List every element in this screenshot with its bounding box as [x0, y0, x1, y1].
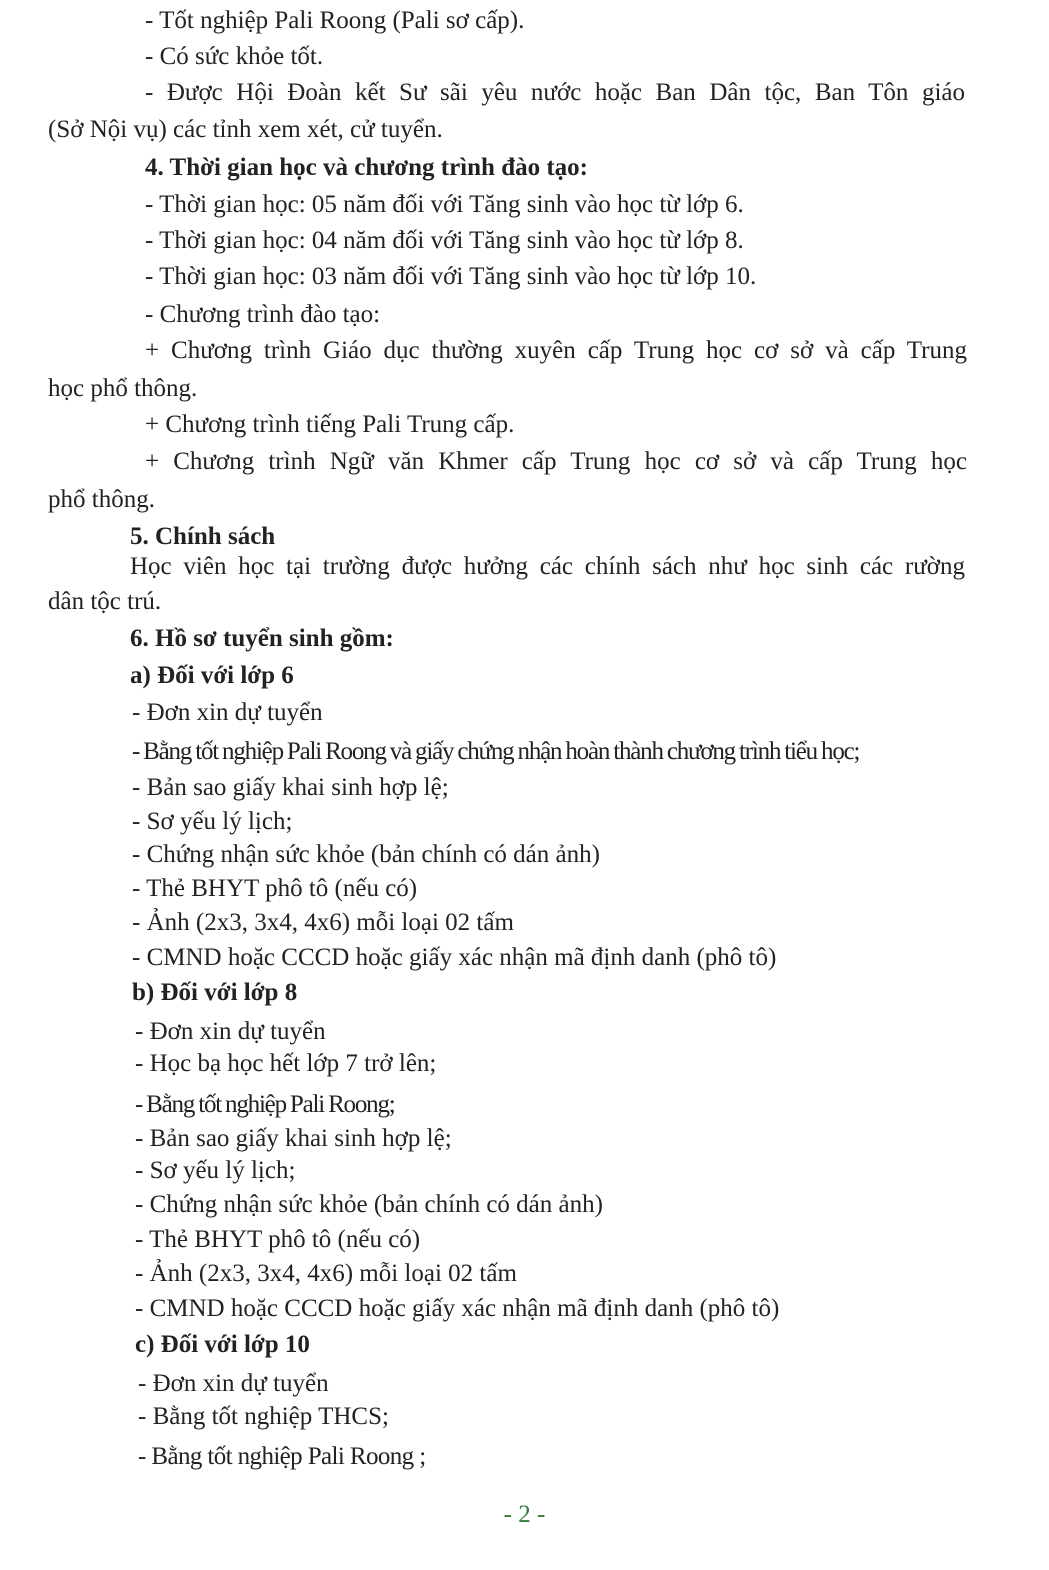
document-item: - Bản sao giấy khai sinh hợp lệ;: [132, 774, 449, 801]
subheading-grade-10: c) Đối với lớp 10: [135, 1331, 310, 1358]
document-item: - Bằng tốt nghiệp Pali Roong và giấy chứng nhận hoàn thành chương trình tiểu học;: [132, 738, 860, 765]
program-subitem: + Chương trình Ngữ văn Khmer cấp Trung học cơ sở và cấp Trung học: [145, 448, 967, 475]
section-heading-study-time: 4. Thời gian học và chương trình đào tạo:: [145, 154, 588, 181]
policy-text-continuation: dân tộc trú.: [48, 588, 162, 615]
document-item: - Chứng nhận sức khỏe (bản chính có dán ảnh): [132, 841, 600, 868]
document-item: - Ảnh (2x3, 3x4, 4x6) mỗi loại 02 tấm: [135, 1260, 517, 1287]
document-item: - CMND hoặc CCCD hoặc giấy xác nhận mã định danh (phô tô): [132, 944, 777, 971]
program-subitem: + Chương trình Giáo dục thường xuyên cấp Trung học cơ sở và cấp Trung: [145, 337, 967, 364]
requirement-item: - Được Hội Đoàn kết Sư sãi yêu nước hoặc Ban Dân tộc, Ban Tôn giáo: [145, 79, 965, 106]
policy-text: Học viên học tại trường được hưởng các chính sách như học sinh các rường: [130, 553, 965, 580]
program-subitem: + Chương trình tiếng Pali Trung cấp.: [145, 411, 515, 438]
study-time-item: - Thời gian học: 05 năm đối với Tăng sinh vào học từ lớp 6.: [145, 191, 744, 218]
program-item: - Chương trình đào tạo:: [145, 301, 381, 328]
document-item: - Bằng tốt nghiệp Pali Roong ;: [138, 1443, 426, 1470]
document-item: - Bản sao giấy khai sinh hợp lệ;: [135, 1125, 452, 1152]
document-item: - Sơ yếu lý lịch;: [135, 1157, 296, 1184]
document-item: - Thẻ BHYT phô tô (nếu có): [135, 1226, 421, 1253]
document-item: - Bằng tốt nghiệp THCS;: [138, 1403, 389, 1430]
document-item: - Chứng nhận sức khỏe (bản chính có dán ảnh): [135, 1191, 603, 1218]
subheading-grade-6: a) Đối với lớp 6: [130, 662, 294, 689]
program-subitem-continuation: phổ thông.: [48, 486, 155, 513]
study-time-item: - Thời gian học: 04 năm đối với Tăng sinh vào học từ lớp 8.: [145, 227, 744, 254]
document-item: - Ảnh (2x3, 3x4, 4x6) mỗi loại 02 tấm: [132, 909, 514, 936]
document-item: - Sơ yếu lý lịch;: [132, 808, 293, 835]
requirement-item: - Có sức khỏe tốt.: [145, 43, 324, 70]
document-item: - Đơn xin dự tuyển: [132, 699, 323, 726]
requirement-item: - Tốt nghiệp Pali Roong (Pali sơ cấp).: [145, 7, 525, 34]
program-subitem-continuation: học phổ thông.: [48, 375, 198, 402]
section-heading-policy: 5. Chính sách: [130, 523, 276, 550]
document-item: - Học bạ học hết lớp 7 trở lên;: [135, 1050, 437, 1077]
document-item: - CMND hoặc CCCD hoặc giấy xác nhận mã định danh (phô tô): [135, 1295, 780, 1322]
document-item: - Bằng tốt nghiệp Pali Roong;: [135, 1091, 395, 1118]
section-heading-documents: 6. Hồ sơ tuyển sinh gồm:: [130, 625, 394, 652]
requirement-item-continuation: (Sở Nội vụ) các tỉnh xem xét, cử tuyển.: [48, 116, 443, 143]
document-item: - Đơn xin dự tuyển: [138, 1370, 329, 1397]
document-item: - Thẻ BHYT phô tô (nếu có): [132, 875, 418, 902]
document-item: - Đơn xin dự tuyển: [135, 1018, 326, 1045]
page-number: - 2 -: [503, 1501, 546, 1528]
study-time-item: - Thời gian học: 03 năm đối với Tăng sinh vào học từ lớp 10.: [145, 263, 757, 290]
subheading-grade-8: b) Đối với lớp 8: [132, 979, 298, 1006]
